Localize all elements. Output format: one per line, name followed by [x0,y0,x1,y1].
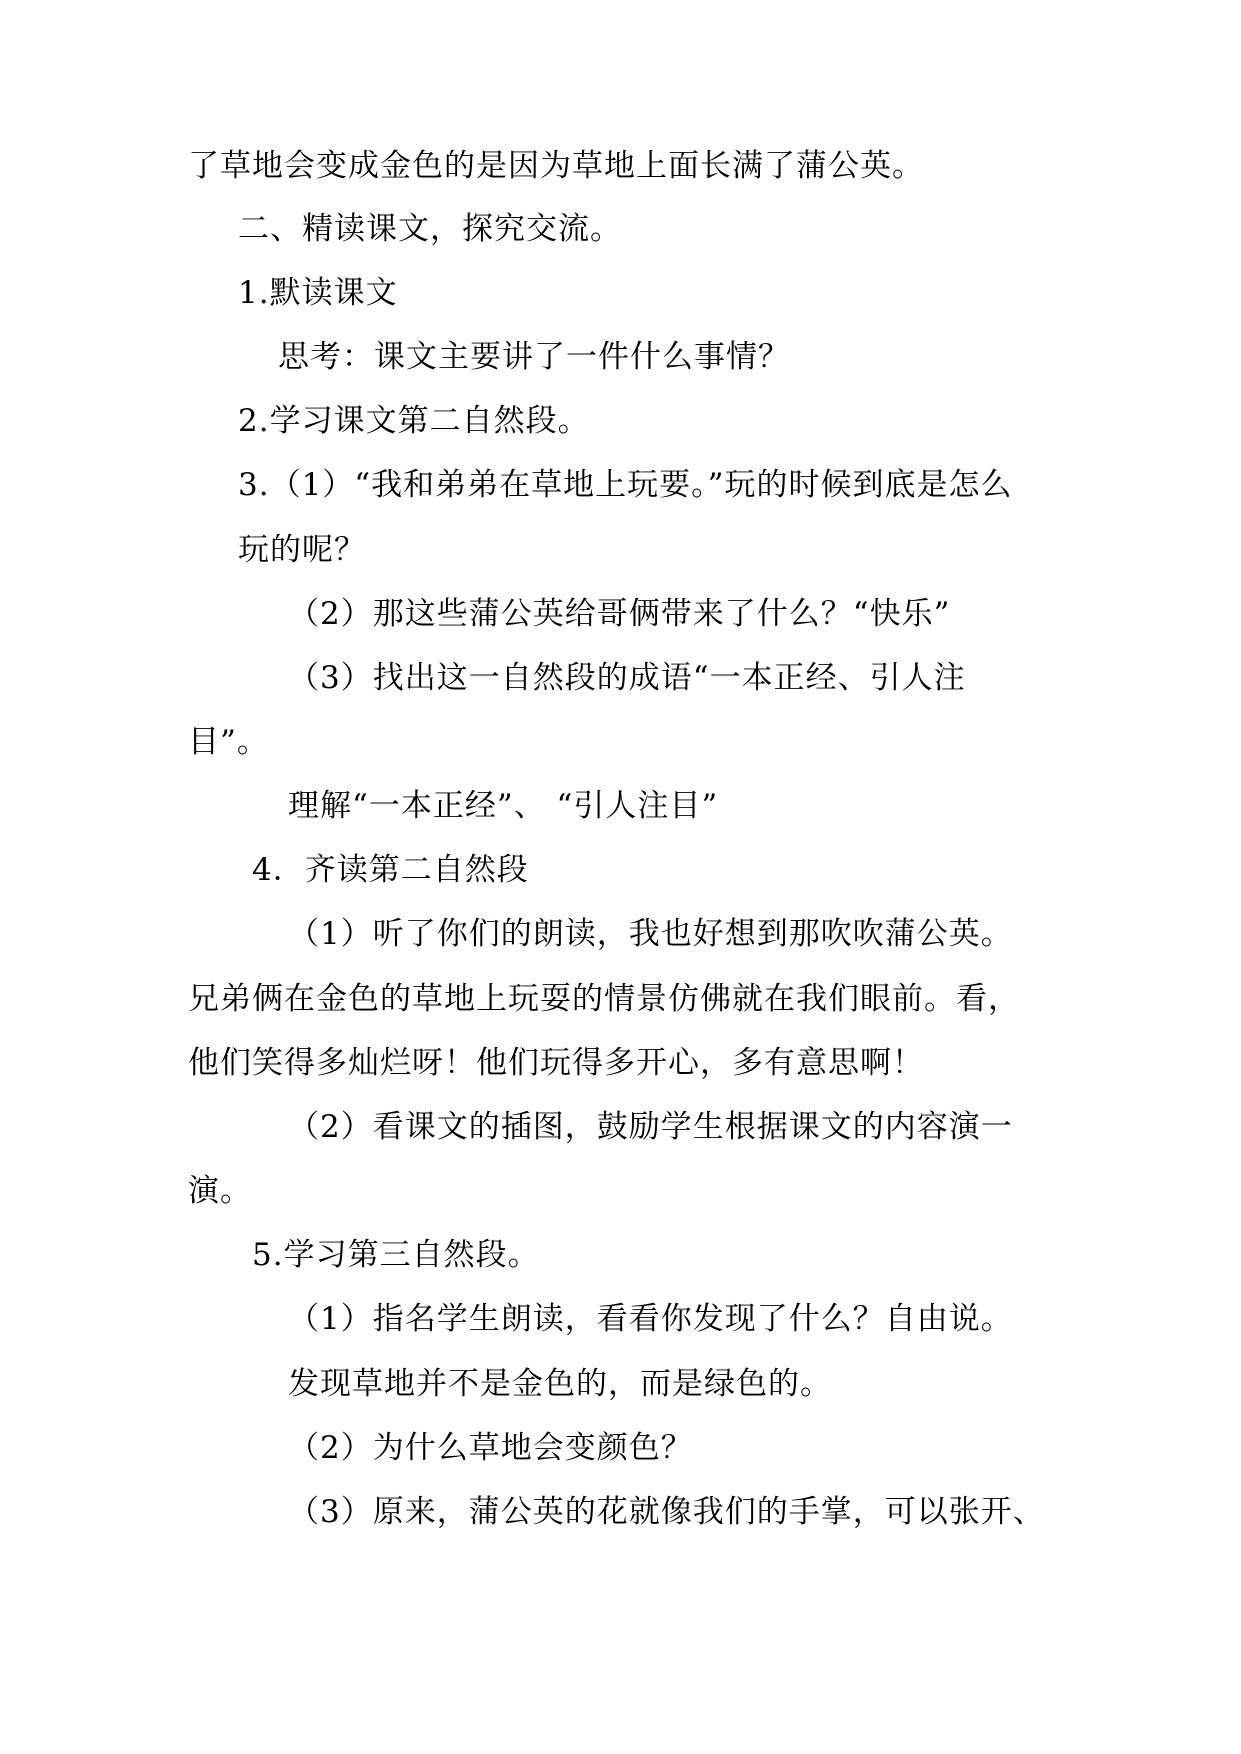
text-line: 3.（1）“我和弟弟在草地上玩要。”玩的时候到底是怎么 [238,467,1013,503]
text-line: 发现草地并不是金色的，而是绿色的。 [288,1366,832,1402]
text-line: （1）指名学生朗读，看看你发现了什么？自由说。 [288,1301,1013,1337]
text-line: 1.默读课文 [238,275,398,311]
text-line: 4．齐读第二自然段 [252,852,529,888]
text-line: （3）找出这一自然段的成语“一本正经、引人注 [288,660,966,696]
text-line: （2）为什么草地会变颜色？ [288,1430,693,1466]
text-line: 目”。 [188,724,269,760]
text-line: （2）那这些蒲公英给哥俩带来了什么？“快乐” [288,596,951,632]
text-line: 玩的呢？ [238,532,366,568]
text-line: （2）看课文的插图，鼓励学生根据课文的内容演一 [288,1109,1013,1145]
text-line: 2.学习课文第二自然段。 [238,403,590,439]
text-line: （3）原来，蒲公英的花就像我们的手掌，可以张开、 [288,1494,1045,1530]
text-line: 兄弟俩在金色的草地上玩耍的情景仿佛就在我们眼前。看， [188,981,1020,1017]
text-line: 理解“一本正经”、 “引人注目” [288,788,719,824]
text-line: 他们笑得多灿烂呀！他们玩得多开心，多有意思啊！ [188,1045,924,1081]
text-line: （1）听了你们的朗读，我也好想到那吹吹蒲公英。 [288,916,1013,952]
text-line: 思考：课文主要讲了一件什么事情？ [278,339,790,375]
section-heading: 二、精读课文，探究交流。 [238,211,622,247]
text-line: 了草地会变成金色的是因为草地上面长满了蒲公英。 [188,148,924,184]
text-line: 5.学习第三自然段。 [252,1237,540,1273]
text-line: 演。 [188,1173,252,1209]
